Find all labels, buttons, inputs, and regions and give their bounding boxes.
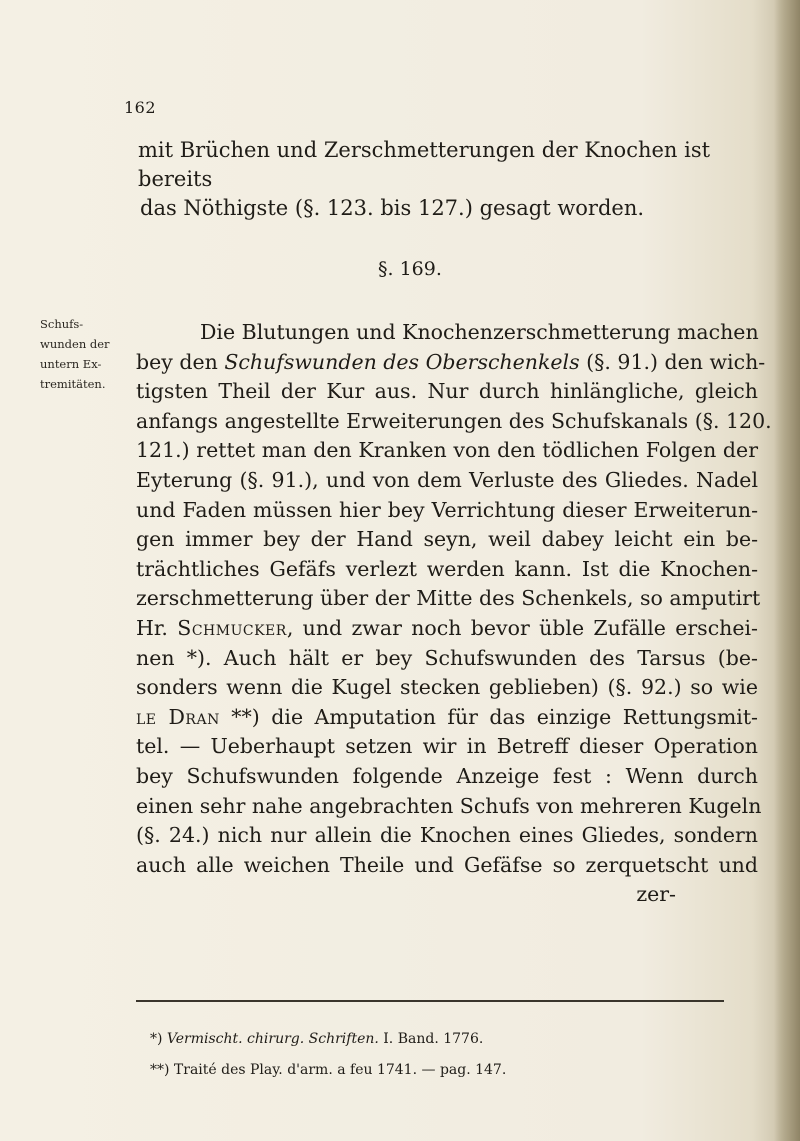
text-line: zerschmetterung über der Mitte des Schenkels, so amputirt [136, 586, 761, 611]
margin-note-line: tremitäten. [40, 377, 106, 391]
margin-note [40, 314, 132, 394]
margin-note-line: wunden der [40, 337, 110, 351]
text-line: Eyterung (§. 91.), und von dem Verluste des Gliedes. Nadel [136, 467, 758, 492]
text-line: nen *). Auch hält er bey Schufswunden des Tarsus (be- [136, 645, 758, 670]
author-name: le Dran [136, 704, 220, 729]
text-line: 121.) rettet man den Kranken von den tödlichen Folgen der [136, 438, 758, 463]
footnote: *) Vermischt. chirurg. Schriften. I. Band. 1776. [150, 1031, 484, 1047]
margin-note-line: Schufs- [40, 317, 84, 331]
text-line: (§. 24.) nich nur allein die Knochen eines Gliedes, sondern [136, 823, 758, 848]
author-name: Schmucker [177, 615, 287, 640]
intro-line: das Nöthigste (§. 123. bis 127.) gesagt worden. [140, 196, 645, 220]
page-number: 162 [124, 98, 157, 117]
section-heading: §. 169. [378, 258, 442, 280]
text-line: bey den Schufswunden des Oberschenkels (§. 91.) den wich- [136, 349, 766, 374]
text-line: trächtliches Gefäfs verlezt werden kann. Ist die Knochen- [136, 556, 758, 581]
margin-note-line: untern Ex- [40, 357, 102, 371]
text-line: tigsten Theil der Kur aus. Nur durch hinlängliche, gleich [136, 379, 758, 404]
text-line: einen sehr nahe angebrachten Schufs von mehreren Kugeln [136, 793, 762, 818]
text-line: auch alle weichen Theile und Gefäfse so zerquetscht und [136, 852, 758, 877]
text-line: Hr. Schmucker, und zwar noch bevor üble Zufälle erschei- [136, 615, 758, 640]
text-line: bey Schufswunden folgende Anzeige fest : Wenn durch [136, 763, 758, 788]
text-line: Die Blutungen und Knochenzerschmetterung machen [200, 320, 759, 344]
text-line: tel. — Ueberhaupt setzen wir in Betreff dieser Operation [136, 734, 758, 759]
text-line: und Faden müssen hier bey Verrichtung dieser Erweiterun- [136, 497, 758, 522]
text-line: gen immer bey der Hand seyn, weil dabey leicht ein be- [136, 527, 758, 552]
intro-line: mit Brüchen und Zerschmetterungen der Knochen ist bereits [138, 138, 711, 191]
text-line: sonders wenn die Kugel stecken geblieben) (§. 92.) so wie [136, 675, 758, 700]
body-paragraph [136, 318, 772, 910]
text-line: le Dran **) die Amputation für das einzige Rettungsmit- [136, 704, 758, 729]
intro-paragraph [138, 136, 758, 223]
footnote: **) Traité des Play. d'arm. a feu 1741. — pag. 147. [150, 1062, 507, 1078]
text-line: anfangs angestellte Erweiterungen des Schufskanals (§. 120. [136, 408, 772, 433]
footnote-rule [136, 1000, 724, 1002]
page-edge-shadow [774, 0, 800, 1141]
emphasis-text: Schufswunden des Oberschenkels [224, 349, 580, 374]
catchword: zer- [636, 882, 676, 907]
footnotes [150, 1024, 750, 1086]
